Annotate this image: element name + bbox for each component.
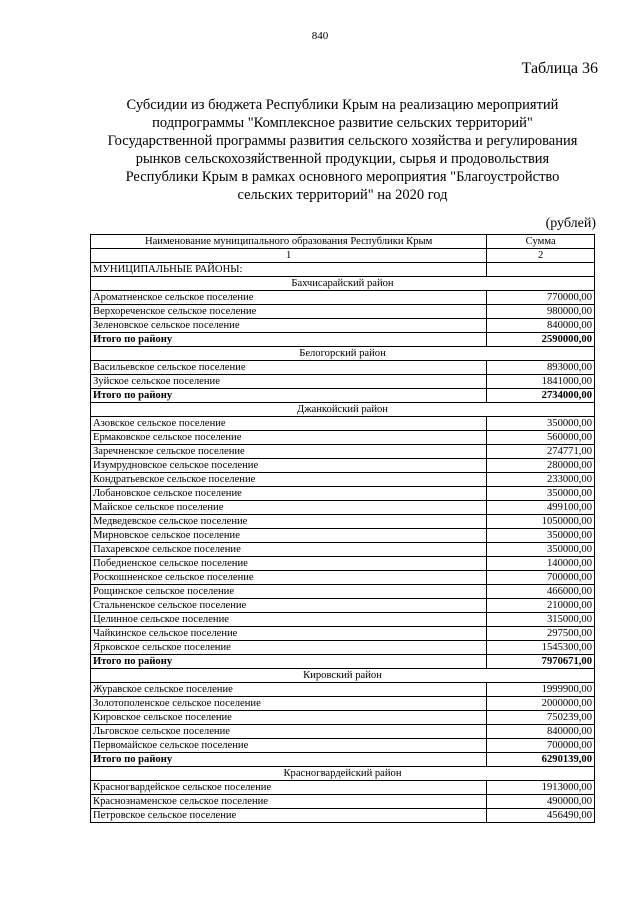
table-row: [91, 361, 595, 375]
total-label: Итого по району: [91, 655, 487, 669]
settlement-sum: 1999900,00: [487, 683, 595, 697]
settlement-name: Чайкинское сельское поселение: [91, 627, 487, 641]
settlement-sum: 560000,00: [487, 431, 595, 445]
table-row: [91, 417, 595, 431]
settlement-name: Льговское сельское поселение: [91, 725, 487, 739]
header-name-cell: Наименование муниципального образования Республики Крым: [91, 235, 487, 249]
settlement-name: Целинное сельское поселение: [91, 613, 487, 627]
settlement-sum: 700000,00: [487, 571, 595, 585]
table-row: [91, 809, 595, 823]
table-row: [91, 459, 595, 473]
table-row: [91, 543, 595, 557]
settlement-name: Лобановское сельское поселение: [91, 487, 487, 501]
table-row: [91, 641, 595, 655]
district-total-row: [91, 389, 595, 403]
settlement-name: Первомайское сельское поселение: [91, 739, 487, 753]
district-header-row: [91, 277, 595, 291]
table-row: [91, 445, 595, 459]
table-row: [91, 501, 595, 515]
settlement-sum: 700000,00: [487, 739, 595, 753]
table-row: [91, 515, 595, 529]
settlement-name: Ермаковское сельское поселение: [91, 431, 487, 445]
settlement-sum: 893000,00: [487, 361, 595, 375]
table-row: [91, 697, 595, 711]
settlement-sum: 770000,00: [487, 291, 595, 305]
table-row: [91, 571, 595, 585]
district-total-row: [91, 753, 595, 767]
settlement-sum: 840000,00: [487, 319, 595, 333]
settlement-name: Краснознаменское сельское поселение: [91, 795, 487, 809]
settlement-sum: 350000,00: [487, 417, 595, 431]
table-row: [91, 711, 595, 725]
settlement-sum: 210000,00: [487, 599, 595, 613]
table-row: [91, 599, 595, 613]
settlement-name: Кондратьевское сельское поселение: [91, 473, 487, 487]
table-row: [91, 739, 595, 753]
district-name: Красногвардейский район: [91, 767, 595, 781]
district-total-row: [91, 333, 595, 347]
settlement-name: Заречненское сельское поселение: [91, 445, 487, 459]
table-row: [91, 305, 595, 319]
district-header-row: [91, 403, 595, 417]
title-line: Субсидии из бюджета Республики Крым на реализацию мероприятий: [126, 97, 559, 113]
settlement-name: Стальненское сельское поселение: [91, 599, 487, 613]
table-row: [91, 291, 595, 305]
total-sum: 6290139,00: [487, 753, 595, 767]
title-line: рынков сельскохозяйственной продукции, сырья и продовольствия: [135, 151, 550, 167]
title-line: Государственной программы развития сельского хозяйства и регулирования: [107, 133, 578, 149]
settlement-sum: 350000,00: [487, 529, 595, 543]
page-number: 840: [311, 30, 329, 42]
district-name: Бахчисарайский район: [91, 277, 595, 291]
settlement-name: Кировское сельское поселение: [91, 711, 487, 725]
column-number-cell: 2: [487, 249, 595, 263]
district-header-row: [91, 669, 595, 683]
table-row: [91, 613, 595, 627]
settlement-sum: 490000,00: [487, 795, 595, 809]
settlement-sum: 456490,00: [487, 809, 595, 823]
unit-label: (рублей): [545, 216, 596, 231]
table-row: [91, 431, 595, 445]
settlement-name: Майское сельское поселение: [91, 501, 487, 515]
settlement-name: Золотополенское сельское поселение: [91, 697, 487, 711]
settlement-sum: 980000,00: [487, 305, 595, 319]
table-header-row: [91, 235, 595, 249]
settlement-name: Азовское сельское поселение: [91, 417, 487, 431]
title-line: сельских территорий" на 2020 год: [237, 187, 448, 203]
subsidies-table: [90, 234, 595, 823]
settlement-name: Зуйское сельское поселение: [91, 375, 487, 389]
settlement-name: Журавское сельское поселение: [91, 683, 487, 697]
settlement-name: Победненское сельское поселение: [91, 557, 487, 571]
title-line: Республики Крым в рамках основного мероприятия "Благоустройство: [125, 169, 560, 185]
settlement-sum: 840000,00: [487, 725, 595, 739]
settlement-name: Красногвардейское сельское поселение: [91, 781, 487, 795]
settlement-sum: 233000,00: [487, 473, 595, 487]
settlement-sum: 499100,00: [487, 501, 595, 515]
settlement-name: Ароматненское сельское поселение: [91, 291, 487, 305]
total-sum: 7970671,00: [487, 655, 595, 669]
column-number-row: [91, 249, 595, 263]
empty-cell: [487, 263, 595, 277]
total-label: Итого по району: [91, 389, 487, 403]
settlement-sum: 1545300,00: [487, 641, 595, 655]
settlement-sum: 315000,00: [487, 613, 595, 627]
settlement-name: Медведевское сельское поселение: [91, 515, 487, 529]
table-row: [91, 585, 595, 599]
district-total-row: [91, 655, 595, 669]
settlement-sum: 466000,00: [487, 585, 595, 599]
settlement-name: Васильевское сельское поселение: [91, 361, 487, 375]
settlement-sum: 2000000,00: [487, 697, 595, 711]
table-row: [91, 683, 595, 697]
settlement-name: Ярковское сельское поселение: [91, 641, 487, 655]
settlement-name: Верхореченское сельское поселение: [91, 305, 487, 319]
section-label: МУНИЦИПАЛЬНЫЕ РАЙОНЫ:: [91, 263, 487, 277]
settlement-sum: 350000,00: [487, 487, 595, 501]
table-row: [91, 319, 595, 333]
table-row: [91, 473, 595, 487]
settlement-sum: 140000,00: [487, 557, 595, 571]
column-number-cell: 1: [91, 249, 487, 263]
table-label: Таблица 36: [521, 60, 598, 77]
settlement-sum: 350000,00: [487, 543, 595, 557]
settlement-name: Рощинское сельское поселение: [91, 585, 487, 599]
total-label: Итого по району: [91, 753, 487, 767]
settlement-sum: 1050000,00: [487, 515, 595, 529]
total-sum: 2590000,00: [487, 333, 595, 347]
header-sum-cell: Сумма: [487, 235, 595, 249]
table-row: [91, 725, 595, 739]
district-name: Белогорский район: [91, 347, 595, 361]
total-sum: 2734000,00: [487, 389, 595, 403]
table-row: [91, 375, 595, 389]
settlement-name: Петровское сельское поселение: [91, 809, 487, 823]
table-row: [91, 795, 595, 809]
section-row: [91, 263, 595, 277]
settlement-sum: 750239,00: [487, 711, 595, 725]
settlement-sum: 274771,00: [487, 445, 595, 459]
table-row: [91, 627, 595, 641]
document-title: [90, 96, 595, 204]
total-label: Итого по району: [91, 333, 487, 347]
settlement-sum: 1841000,00: [487, 375, 595, 389]
district-header-row: [91, 347, 595, 361]
settlement-sum: 1913000,00: [487, 781, 595, 795]
settlement-name: Изумрудновское сельское поселение: [91, 459, 487, 473]
settlement-name: Зеленовское сельское поселение: [91, 319, 487, 333]
settlement-name: Мирновское сельское поселение: [91, 529, 487, 543]
table-row: [91, 487, 595, 501]
title-line: подпрограммы "Комплексное развитие сельских территорий": [152, 115, 533, 131]
district-name: Кировский район: [91, 669, 595, 683]
settlement-sum: 280000,00: [487, 459, 595, 473]
table-row: [91, 557, 595, 571]
district-header-row: [91, 767, 595, 781]
table-row: [91, 529, 595, 543]
settlement-sum: 297500,00: [487, 627, 595, 641]
district-name: Джанкойский район: [91, 403, 595, 417]
settlement-name: Роскошненское сельское поселение: [91, 571, 487, 585]
table-row: [91, 781, 595, 795]
settlement-name: Пахаревское сельское поселение: [91, 543, 487, 557]
